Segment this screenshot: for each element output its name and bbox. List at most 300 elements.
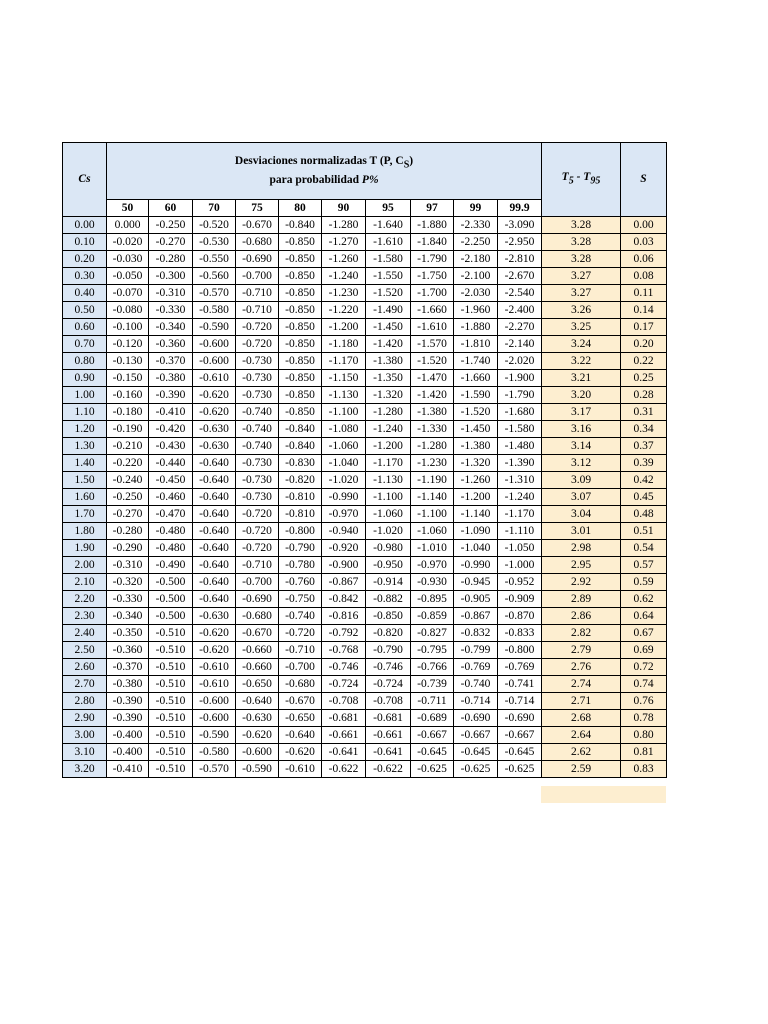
cs-cell: 3.10 xyxy=(63,744,107,761)
t-range-cell: 3.24 xyxy=(542,336,621,353)
table-row xyxy=(63,727,667,744)
deviation-value-cell: -0.670 xyxy=(279,693,322,710)
cs-cell: 2.60 xyxy=(63,659,107,676)
deviation-value-cell: -0.827 xyxy=(411,625,454,642)
cs-cell: 2.80 xyxy=(63,693,107,710)
deviation-value-cell: -0.816 xyxy=(322,608,366,625)
cs-cell: 0.00 xyxy=(63,217,107,234)
table-row xyxy=(63,438,667,455)
cs-cell: 2.40 xyxy=(63,625,107,642)
deviation-value-cell: -2.400 xyxy=(498,302,542,319)
deviation-value-cell: -0.780 xyxy=(279,557,322,574)
deviation-value-cell: -1.100 xyxy=(366,489,411,506)
deviation-value-cell: -1.880 xyxy=(454,319,498,336)
deviation-value-cell: -0.360 xyxy=(149,336,193,353)
deviation-value-cell: -0.640 xyxy=(193,557,236,574)
deviation-value-cell: -0.920 xyxy=(322,540,366,557)
t-range-cell: 2.86 xyxy=(542,608,621,625)
deviation-value-cell: -0.945 xyxy=(454,574,498,591)
cs-cell: 1.20 xyxy=(63,421,107,438)
deviation-value-cell: -0.620 xyxy=(193,387,236,404)
deviation-value-cell: -0.820 xyxy=(279,472,322,489)
table-row xyxy=(63,540,667,557)
deviation-value-cell: -0.714 xyxy=(498,693,542,710)
deviation-value-cell: -0.300 xyxy=(149,268,193,285)
s-cell: 0.57 xyxy=(621,557,667,574)
deviation-value-cell: -0.700 xyxy=(279,659,322,676)
deviation-value-cell: -1.150 xyxy=(322,370,366,387)
t-range-cell: 2.62 xyxy=(542,744,621,761)
deviation-value-cell: -0.625 xyxy=(411,761,454,778)
deviation-value-cell: -0.250 xyxy=(149,217,193,234)
deviation-value-cell: -0.850 xyxy=(279,251,322,268)
s-column-header: S xyxy=(621,143,667,217)
deviation-value-cell: -0.620 xyxy=(193,642,236,659)
t-range-cell: 2.64 xyxy=(542,727,621,744)
deviation-value-cell: -1.840 xyxy=(411,234,454,251)
deviation-value-cell: -1.240 xyxy=(498,489,542,506)
deviation-value-cell: -1.470 xyxy=(411,370,454,387)
t-range-cell: 3.21 xyxy=(542,370,621,387)
s-cell: 0.64 xyxy=(621,608,667,625)
deviation-value-cell: -0.510 xyxy=(149,642,193,659)
deviation-value-cell: -0.450 xyxy=(149,472,193,489)
deviation-value-cell: -0.740 xyxy=(236,404,279,421)
deviation-value-cell: -0.290 xyxy=(107,540,149,557)
deviation-value-cell: -0.160 xyxy=(107,387,149,404)
deviation-value-cell: -1.280 xyxy=(322,217,366,234)
t-range-cell: 2.98 xyxy=(542,540,621,557)
deviation-value-cell: -0.340 xyxy=(107,608,149,625)
t-range-cell: 3.26 xyxy=(542,302,621,319)
deviation-value-cell: -0.850 xyxy=(366,608,411,625)
deviation-value-cell: -0.330 xyxy=(107,591,149,608)
deviation-value-cell: -0.350 xyxy=(107,625,149,642)
deviation-value-cell: -0.640 xyxy=(193,523,236,540)
cs-cell: 1.40 xyxy=(63,455,107,472)
deviation-value-cell: -0.410 xyxy=(107,761,149,778)
table-row xyxy=(63,268,667,285)
deviation-value-cell: -0.867 xyxy=(322,574,366,591)
table-row xyxy=(63,455,667,472)
s-cell: 0.48 xyxy=(621,506,667,523)
s-cell: 0.42 xyxy=(621,472,667,489)
table-row xyxy=(63,353,667,370)
deviation-value-cell: -0.850 xyxy=(279,268,322,285)
deviation-value-cell: -0.270 xyxy=(107,506,149,523)
deviation-value-cell: -1.350 xyxy=(366,370,411,387)
deviation-value-cell: -0.730 xyxy=(236,472,279,489)
deviation-value-cell: -0.690 xyxy=(236,591,279,608)
deviation-value-cell: -0.520 xyxy=(193,217,236,234)
deviation-value-cell: -0.640 xyxy=(193,455,236,472)
deviation-value-cell: -1.100 xyxy=(411,506,454,523)
title-line-2-var: P% xyxy=(361,173,379,186)
deviation-value-cell: -0.680 xyxy=(279,676,322,693)
deviation-value-cell: -0.420 xyxy=(149,421,193,438)
deviation-value-cell: -0.600 xyxy=(193,353,236,370)
s-cell: 0.72 xyxy=(621,659,667,676)
deviation-value-cell: -0.681 xyxy=(366,710,411,727)
deviation-value-cell: -1.320 xyxy=(454,455,498,472)
s-cell: 0.25 xyxy=(621,370,667,387)
deviation-value-cell: -0.400 xyxy=(107,727,149,744)
deviation-value-cell: -0.510 xyxy=(149,744,193,761)
deviation-value-cell: -0.690 xyxy=(498,710,542,727)
deviation-value-cell: -0.708 xyxy=(322,693,366,710)
deviation-value-cell: -0.670 xyxy=(236,625,279,642)
deviation-value-cell: -0.792 xyxy=(322,625,366,642)
table-row xyxy=(63,319,667,336)
deviation-value-cell: -0.120 xyxy=(107,336,149,353)
deviation-value-cell: -1.170 xyxy=(366,455,411,472)
deviation-value-cell: -1.660 xyxy=(454,370,498,387)
s-cell: 0.06 xyxy=(621,251,667,268)
deviation-value-cell: -0.641 xyxy=(366,744,411,761)
t-range-cell: 2.89 xyxy=(542,591,621,608)
table-row xyxy=(63,421,667,438)
deviation-value-cell: -0.766 xyxy=(411,659,454,676)
t-range-cell: 3.27 xyxy=(542,285,621,302)
deviation-value-cell: 0.000 xyxy=(107,217,149,234)
deviation-value-cell: -0.740 xyxy=(454,676,498,693)
t-range-cell: 2.76 xyxy=(542,659,621,676)
deviation-value-cell: -0.620 xyxy=(279,744,322,761)
table-row xyxy=(63,302,667,319)
table-row xyxy=(63,285,667,302)
table-row xyxy=(63,404,667,421)
deviation-value-cell: -1.680 xyxy=(498,404,542,421)
deviation-value-cell: -0.510 xyxy=(149,710,193,727)
table-row xyxy=(63,761,667,778)
deviation-value-cell: -0.630 xyxy=(236,710,279,727)
deviation-value-cell: -0.470 xyxy=(149,506,193,523)
deviation-value-cell: -0.370 xyxy=(107,659,149,676)
deviation-value-cell: -0.280 xyxy=(149,251,193,268)
deviation-value-cell: -0.580 xyxy=(193,744,236,761)
cs-cell: 2.10 xyxy=(63,574,107,591)
deviation-value-cell: -1.230 xyxy=(322,285,366,302)
deviation-value-cell: -0.830 xyxy=(279,455,322,472)
cs-cell: 2.50 xyxy=(63,642,107,659)
t-range-a: T xyxy=(561,171,569,184)
deviation-value-cell: -1.570 xyxy=(411,336,454,353)
title-line-2 xyxy=(107,173,541,188)
deviation-value-cell: -0.799 xyxy=(454,642,498,659)
deviation-value-cell: -0.708 xyxy=(366,693,411,710)
deviation-value-cell: -1.140 xyxy=(411,489,454,506)
probability-header-cell: 75 xyxy=(236,200,279,217)
deviation-value-cell: -2.950 xyxy=(498,234,542,251)
deviation-value-cell: -0.590 xyxy=(193,319,236,336)
deviation-value-cell: -0.240 xyxy=(107,472,149,489)
deviation-value-cell: -1.660 xyxy=(411,302,454,319)
t-range-b-sub: 95 xyxy=(590,175,601,187)
deviation-value-cell: -0.980 xyxy=(366,540,411,557)
deviation-value-cell: -1.090 xyxy=(454,523,498,540)
probability-header-cell: 80 xyxy=(279,200,322,217)
deviation-value-cell: -0.730 xyxy=(236,370,279,387)
t-range-cell: 2.92 xyxy=(542,574,621,591)
deviation-value-cell: -0.660 xyxy=(236,642,279,659)
s-cell: 0.78 xyxy=(621,710,667,727)
deviation-value-cell: -1.190 xyxy=(411,472,454,489)
deviation-value-cell: -0.560 xyxy=(193,268,236,285)
s-cell: 0.34 xyxy=(621,421,667,438)
deviation-value-cell: -0.210 xyxy=(107,438,149,455)
deviation-value-cell: -0.645 xyxy=(454,744,498,761)
deviation-value-cell: -1.810 xyxy=(454,336,498,353)
deviation-value-cell: -0.610 xyxy=(279,761,322,778)
deviation-value-cell: -0.661 xyxy=(322,727,366,744)
table-row xyxy=(63,506,667,523)
deviation-value-cell: -0.730 xyxy=(236,455,279,472)
deviation-value-cell: -0.940 xyxy=(322,523,366,540)
s-cell: 0.31 xyxy=(621,404,667,421)
deviation-value-cell: -0.720 xyxy=(236,523,279,540)
deviation-value-cell: -0.640 xyxy=(193,540,236,557)
s-cell: 0.39 xyxy=(621,455,667,472)
deviation-value-cell: -0.970 xyxy=(322,506,366,523)
deviation-value-cell: -2.100 xyxy=(454,268,498,285)
deviation-value-cell: -1.580 xyxy=(366,251,411,268)
deviation-value-cell: -0.330 xyxy=(149,302,193,319)
title-close-paren: ) xyxy=(409,155,414,168)
deviation-value-cell: -0.320 xyxy=(107,574,149,591)
deviation-value-cell: -1.200 xyxy=(454,489,498,506)
t-range-cell: 2.59 xyxy=(542,761,621,778)
s-cell: 0.22 xyxy=(621,353,667,370)
cs-cell: 0.90 xyxy=(63,370,107,387)
deviation-value-cell: -0.070 xyxy=(107,285,149,302)
deviation-value-cell: -0.645 xyxy=(498,744,542,761)
deviation-value-cell: -0.867 xyxy=(454,608,498,625)
deviation-value-cell: -0.600 xyxy=(236,744,279,761)
deviation-value-cell: -1.200 xyxy=(366,438,411,455)
deviation-value-cell: -1.050 xyxy=(498,540,542,557)
deviation-value-cell: -0.570 xyxy=(193,285,236,302)
s-cell: 0.76 xyxy=(621,693,667,710)
table-row xyxy=(63,251,667,268)
deviation-value-cell: -0.710 xyxy=(236,285,279,302)
deviation-value-cell: -1.240 xyxy=(322,268,366,285)
deviation-value-cell: -0.620 xyxy=(236,727,279,744)
table-row xyxy=(63,217,667,234)
t-range-cell: 3.12 xyxy=(542,455,621,472)
t-range-cell: 2.95 xyxy=(542,557,621,574)
deviation-value-cell: -0.850 xyxy=(279,319,322,336)
deviation-value-cell: -1.170 xyxy=(498,506,542,523)
deviation-value-cell: -0.895 xyxy=(411,591,454,608)
deviation-value-cell: -1.520 xyxy=(366,285,411,302)
deviation-value-cell: -0.720 xyxy=(236,540,279,557)
cs-cell: 2.30 xyxy=(63,608,107,625)
s-cell: 0.08 xyxy=(621,268,667,285)
deviation-value-cell: -1.060 xyxy=(411,523,454,540)
table-row xyxy=(63,234,667,251)
deviation-value-cell: -0.570 xyxy=(193,761,236,778)
deviation-value-cell: -0.360 xyxy=(107,642,149,659)
cs-cell: 0.80 xyxy=(63,353,107,370)
deviation-value-cell: -1.220 xyxy=(322,302,366,319)
deviation-value-cell: -1.750 xyxy=(411,268,454,285)
deviation-value-cell: -1.140 xyxy=(454,506,498,523)
cs-cell: 1.30 xyxy=(63,438,107,455)
deviation-value-cell: -0.700 xyxy=(236,574,279,591)
s-cell: 0.67 xyxy=(621,625,667,642)
deviation-value-cell: -1.740 xyxy=(454,353,498,370)
t-range-cell: 3.17 xyxy=(542,404,621,421)
deviation-value-cell: -0.690 xyxy=(236,251,279,268)
deviation-value-cell: -0.850 xyxy=(279,370,322,387)
deviation-value-cell: -0.220 xyxy=(107,455,149,472)
deviation-value-cell: -0.640 xyxy=(193,506,236,523)
deviation-value-cell: -1.380 xyxy=(454,438,498,455)
cs-cell: 0.50 xyxy=(63,302,107,319)
deviation-value-cell: -0.859 xyxy=(411,608,454,625)
deviation-value-cell: -2.030 xyxy=(454,285,498,302)
deviation-value-cell: -0.510 xyxy=(149,659,193,676)
deviation-value-cell: -1.020 xyxy=(322,472,366,489)
deviation-value-cell: -0.740 xyxy=(236,421,279,438)
deviation-table xyxy=(62,142,667,778)
deviation-value-cell: -0.905 xyxy=(454,591,498,608)
deviation-value-cell: -0.800 xyxy=(498,642,542,659)
deviation-value-cell: -0.681 xyxy=(322,710,366,727)
deviation-value-cell: -1.420 xyxy=(411,387,454,404)
deviation-value-cell: -0.370 xyxy=(149,353,193,370)
deviation-value-cell: -0.714 xyxy=(454,693,498,710)
deviation-value-cell: -1.060 xyxy=(366,506,411,523)
deviation-value-cell: -0.380 xyxy=(149,370,193,387)
deviation-value-cell: -1.640 xyxy=(366,217,411,234)
s-cell: 0.74 xyxy=(621,676,667,693)
t-range-cell: 2.74 xyxy=(542,676,621,693)
deviation-value-cell: -0.390 xyxy=(107,693,149,710)
cs-cell: 1.00 xyxy=(63,387,107,404)
deviation-value-cell: -1.110 xyxy=(498,523,542,540)
deviation-value-cell: -0.390 xyxy=(107,710,149,727)
t-range-cell: 3.04 xyxy=(542,506,621,523)
deviation-value-cell: -2.020 xyxy=(498,353,542,370)
s-cell: 0.69 xyxy=(621,642,667,659)
deviation-value-cell: -0.790 xyxy=(366,642,411,659)
s-cell: 0.81 xyxy=(621,744,667,761)
deviation-value-cell: -0.952 xyxy=(498,574,542,591)
deviation-value-cell: -0.100 xyxy=(107,319,149,336)
deviation-value-cell: -0.914 xyxy=(366,574,411,591)
deviation-value-cell: -0.510 xyxy=(149,625,193,642)
deviation-value-cell: -0.740 xyxy=(236,438,279,455)
deviation-value-cell: -0.600 xyxy=(193,336,236,353)
deviation-value-cell: -0.667 xyxy=(498,727,542,744)
deviation-value-cell: -1.480 xyxy=(498,438,542,455)
deviation-value-cell: -0.630 xyxy=(193,421,236,438)
t-range-cell: 3.20 xyxy=(542,387,621,404)
deviation-value-cell: -0.050 xyxy=(107,268,149,285)
deviation-value-cell: -0.020 xyxy=(107,234,149,251)
t-range-cell: 3.07 xyxy=(542,489,621,506)
deviation-value-cell: -0.430 xyxy=(149,438,193,455)
deviation-value-cell: -0.340 xyxy=(149,319,193,336)
s-cell: 0.11 xyxy=(621,285,667,302)
t-range-cell: 3.16 xyxy=(542,421,621,438)
s-cell: 0.83 xyxy=(621,761,667,778)
deviation-value-cell: -0.500 xyxy=(149,591,193,608)
deviation-value-cell: -0.769 xyxy=(454,659,498,676)
deviation-value-cell: -0.720 xyxy=(236,336,279,353)
deviation-value-cell: -1.880 xyxy=(411,217,454,234)
t-range-cell: 3.14 xyxy=(542,438,621,455)
deviation-value-cell: -0.620 xyxy=(193,625,236,642)
table-row xyxy=(63,336,667,353)
cs-column-header: Cs xyxy=(63,143,107,217)
deviation-value-cell: -1.230 xyxy=(411,455,454,472)
table-row xyxy=(63,659,667,676)
deviation-value-cell: -0.750 xyxy=(279,591,322,608)
deviation-value-cell: -0.640 xyxy=(236,693,279,710)
deviation-value-cell: -0.622 xyxy=(366,761,411,778)
deviation-value-cell: -0.842 xyxy=(322,591,366,608)
deviation-value-cell: -1.130 xyxy=(322,387,366,404)
deviation-value-cell: -0.510 xyxy=(149,676,193,693)
deviation-value-cell: -0.530 xyxy=(193,234,236,251)
deviation-value-cell: -0.730 xyxy=(236,489,279,506)
deviation-value-cell: -0.720 xyxy=(236,319,279,336)
deviation-value-cell: -0.030 xyxy=(107,251,149,268)
title-text: Desviaciones normalizadas T (P, C xyxy=(234,155,404,168)
deviation-value-cell: -0.711 xyxy=(411,693,454,710)
deviation-value-cell: -0.600 xyxy=(193,710,236,727)
t-range-cell: 2.79 xyxy=(542,642,621,659)
deviation-value-cell: -0.460 xyxy=(149,489,193,506)
deviation-value-cell: -1.320 xyxy=(366,387,411,404)
table-row xyxy=(63,557,667,574)
s-cell: 0.03 xyxy=(621,234,667,251)
deviation-value-cell: -2.270 xyxy=(498,319,542,336)
table-row xyxy=(63,489,667,506)
deviation-value-cell: -0.250 xyxy=(107,489,149,506)
deviation-value-cell: -0.850 xyxy=(279,302,322,319)
deviation-value-cell: -1.180 xyxy=(322,336,366,353)
deviation-value-cell: -0.550 xyxy=(193,251,236,268)
s-cell: 0.59 xyxy=(621,574,667,591)
deviation-value-cell: -0.190 xyxy=(107,421,149,438)
deviation-value-cell: -0.667 xyxy=(411,727,454,744)
deviation-value-cell: -0.510 xyxy=(149,693,193,710)
deviation-value-cell: -0.480 xyxy=(149,523,193,540)
s-cell: 0.00 xyxy=(621,217,667,234)
t-range-cell: 3.28 xyxy=(542,234,621,251)
s-cell: 0.51 xyxy=(621,523,667,540)
deviation-value-cell: -0.080 xyxy=(107,302,149,319)
deviation-value-cell: -2.250 xyxy=(454,234,498,251)
deviation-value-cell: -0.180 xyxy=(107,404,149,421)
deviation-value-cell: -0.810 xyxy=(279,489,322,506)
deviation-value-cell: -0.490 xyxy=(149,557,193,574)
deviation-table-sheet xyxy=(62,142,667,778)
deviation-value-cell: -0.850 xyxy=(279,336,322,353)
probability-header-cell: 90 xyxy=(322,200,366,217)
deviation-value-cell: -0.641 xyxy=(322,744,366,761)
table-row xyxy=(63,693,667,710)
t-range-cell: 2.82 xyxy=(542,625,621,642)
deviation-value-cell: -2.330 xyxy=(454,217,498,234)
table-row xyxy=(63,710,667,727)
deviation-value-cell: -0.640 xyxy=(193,489,236,506)
deviation-value-cell: -0.990 xyxy=(322,489,366,506)
deviation-value-cell: -0.810 xyxy=(279,506,322,523)
